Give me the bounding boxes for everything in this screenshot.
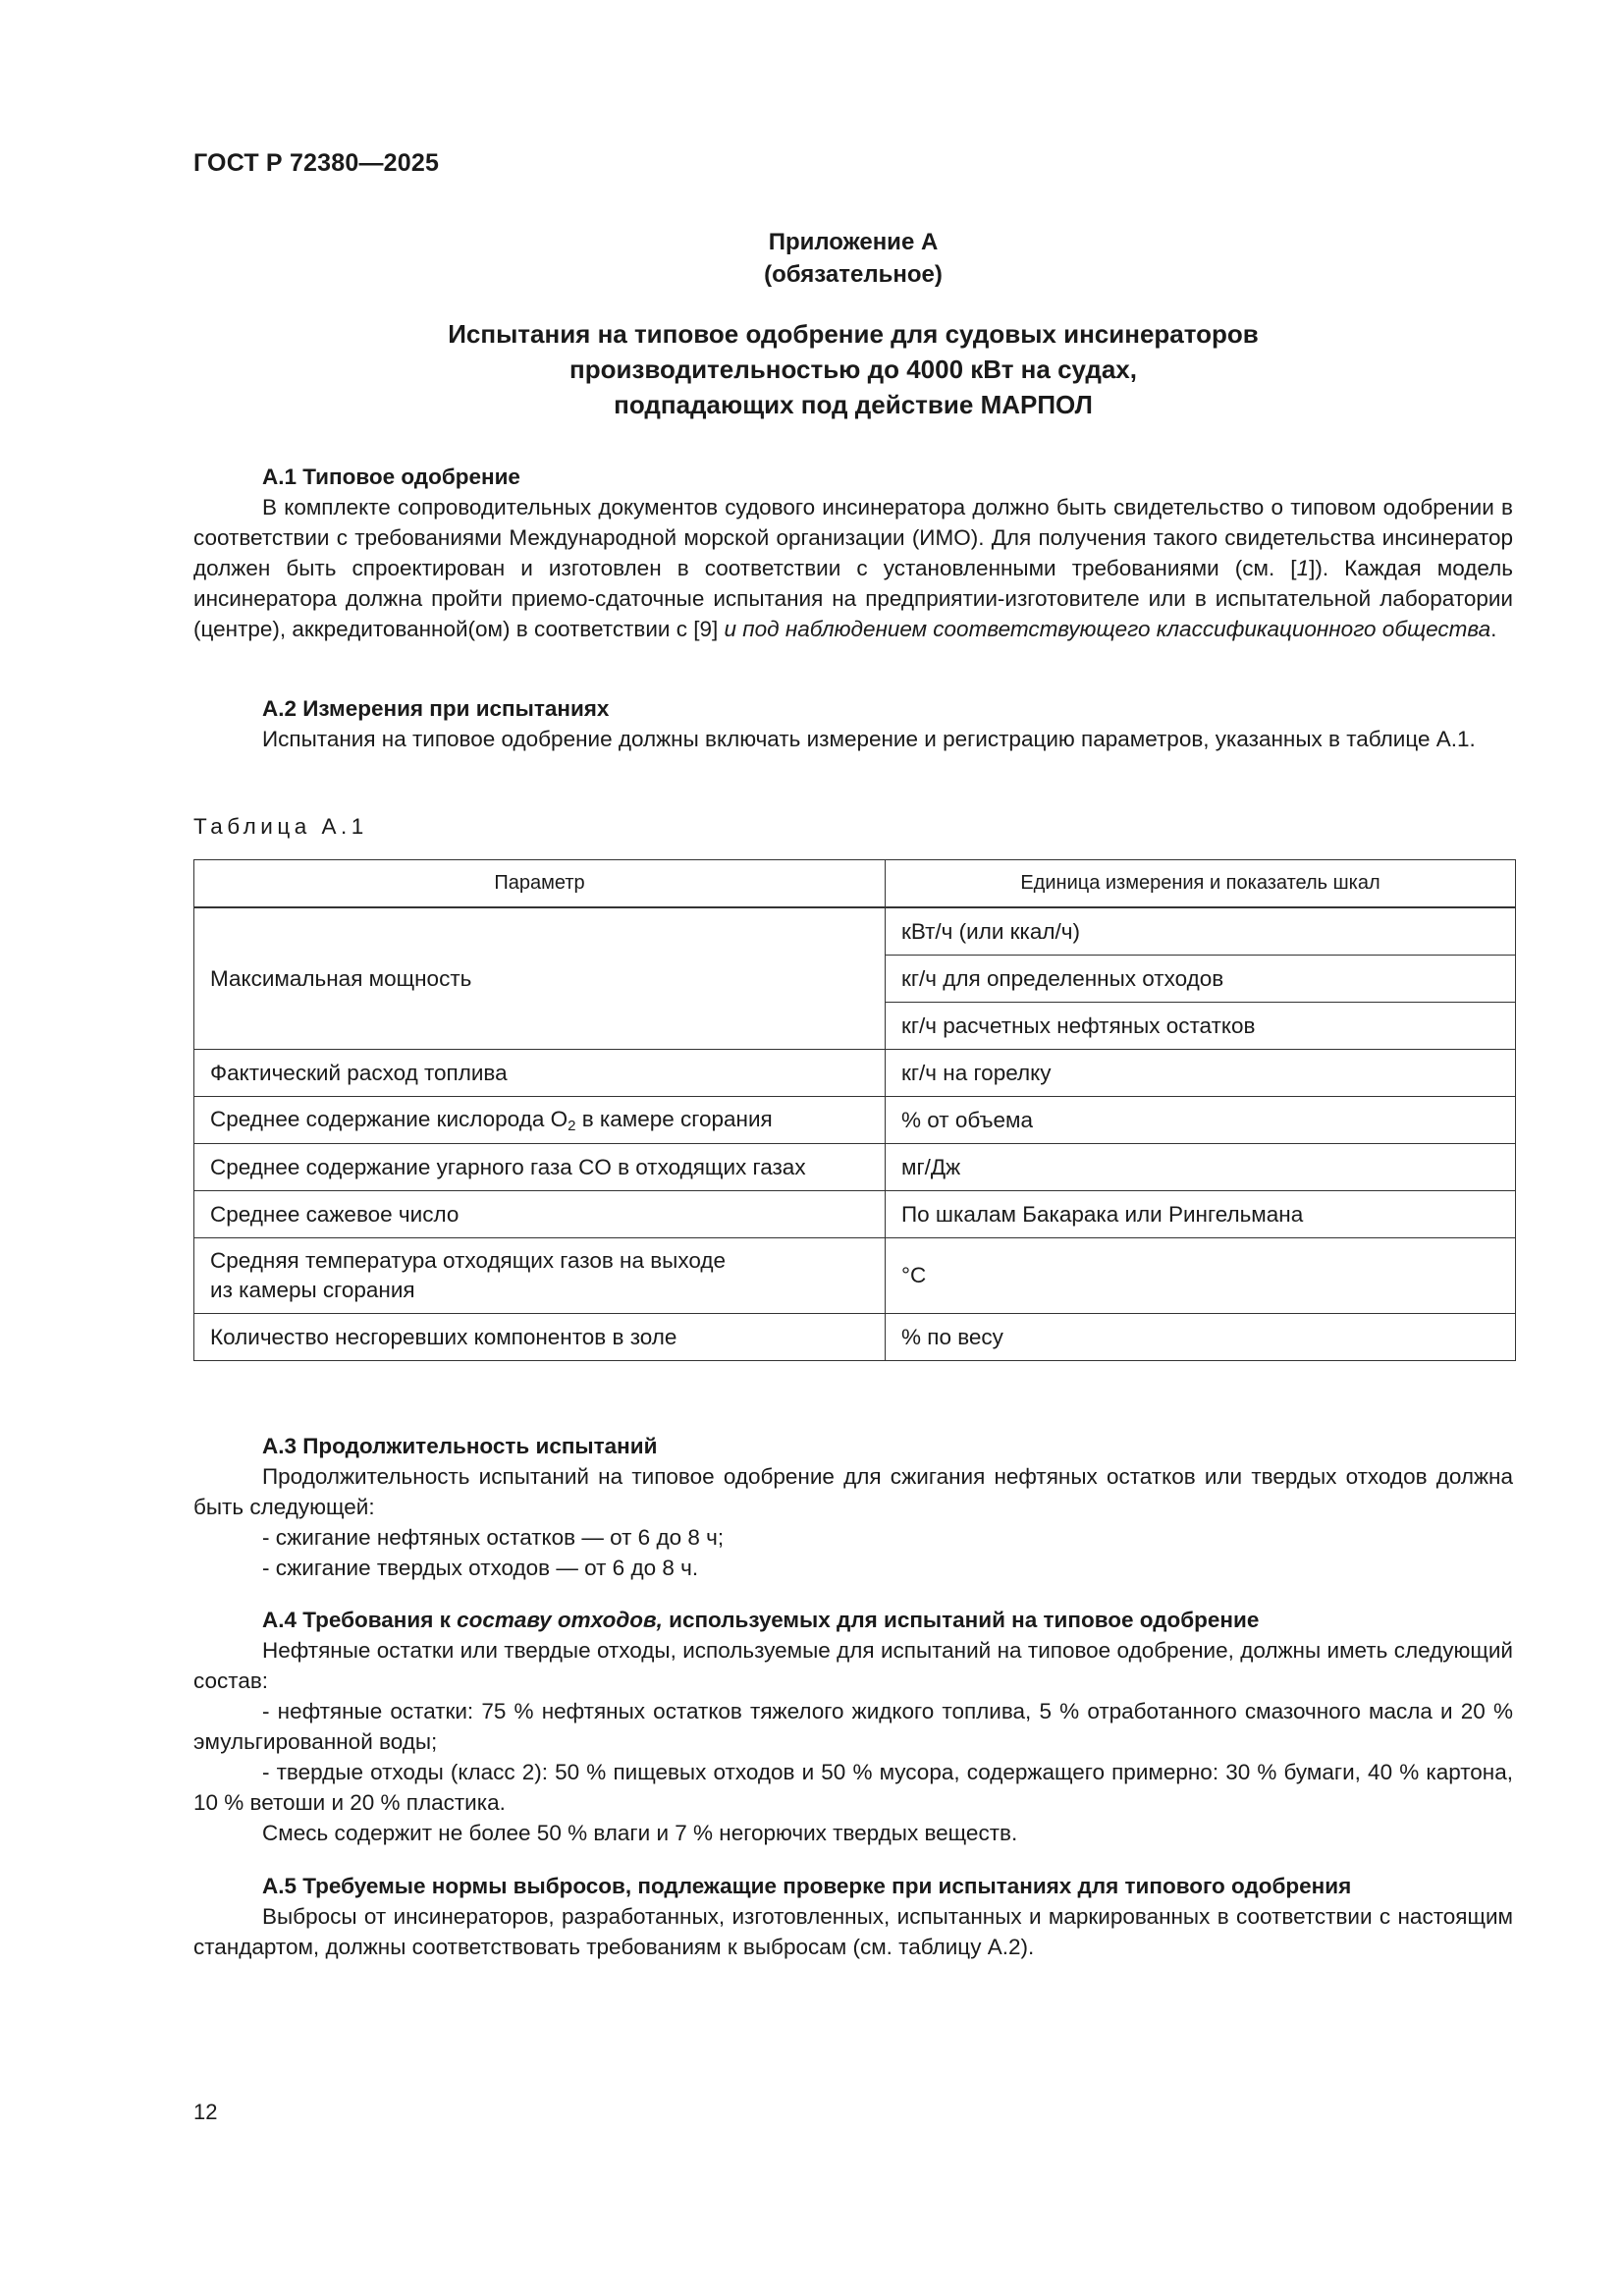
section-a4-item-1: - нефтяные остатки: 75 % нефтяных остатков тяжелого жидкого топлива, 5 % отработанного смазочного масла и 20 % эмульгированной воды; [193,1699,1513,1754]
section-a2 [193,693,1513,754]
cell-fuel: Фактический расход топлива [194,1050,886,1097]
annex-title-line-1: Испытания на типовое одобрение для судовых инсинераторов [448,319,1259,349]
annex-label: Приложение А [768,229,939,255]
annex-title-line-3: подпадающих под действие МАРПОЛ [614,390,1093,419]
section-a5-paragraph: Выбросы от инсинераторов, разработанных, изготовленных, испытанных и маркированных в соответствии с настоящим стандартом, должны соответствовать требованиям к выбросам (см. таблицу А.2). [193,1904,1513,1959]
cell-soot-unit: По шкалам Бакарака или Рингельмана [886,1191,1516,1238]
temperature-line-2: из камеры сгорания [210,1278,415,1302]
cell-temperature-unit: °C [886,1238,1516,1314]
oxygen-text-tail: в камере сгорания [575,1106,773,1131]
cell-co-unit: мг/Дж [886,1144,1516,1191]
annex-status: (обязательное) [764,261,943,288]
cell-max-power-unit-1: кВт/ч (или ккал/ч) [886,907,1516,956]
annex-title [193,316,1513,422]
section-a1-heading: А.1 Типовое одобрение [262,465,520,489]
cell-max-power-unit-2: кг/ч для определенных отходов [886,956,1516,1003]
table-caption: Таблица А.1 [193,814,368,839]
section-a3-item-1: - сжигание нефтяных остатков — от 6 до 8 ч; [262,1525,725,1550]
cell-oxygen-unit: % от объема [886,1097,1516,1144]
cell-co: Среднее содержание угарного газа CO в отходящих газах [194,1144,886,1191]
annex-title-line-2: производительностью до 4000 кВт на судах, [569,355,1137,384]
section-a3-item-2: - сжигание твердых отходов — от 6 до 8 ч. [262,1556,699,1580]
parameters-table [193,859,1516,1361]
section-a3-heading: А.3 Продолжительность испытаний [262,1434,658,1458]
cell-temperature [194,1238,886,1314]
section-a1-paragraph [193,492,1513,644]
a1-text-part: В комплекте сопроводительных документов судового инсинератора должно быть свидетельство о типовом одобрении в соответствии с требованиями Международной морской организации (ИМО). Для получения такого свидетельства инсинератор должен быть спроектирован и изготовлен в соответствии с установленными требованиями (см. [ [193,495,1513,580]
cell-soot: Среднее сажевое число [194,1191,886,1238]
a4-heading-italic: составу отходов, [457,1608,663,1632]
section-a5 [193,1871,1513,1962]
cell-ash: Количество несгоревших компонентов в золе [194,1314,886,1361]
reference-1: 1 [1296,556,1310,580]
a4-heading-tail: используемых для испытаний на типовое одобрение [662,1608,1260,1632]
cell-max-power-unit-3: кг/ч расчетных нефтяных остатков [886,1003,1516,1050]
cell-oxygen [194,1097,886,1144]
standard-code: ГОСТ Р 72380—2025 [193,149,440,177]
table-row [194,1050,1516,1097]
a1-text-part: ] [711,617,725,641]
section-a2-paragraph: Испытания на типовое одобрение должны включать измерение и регистрацию параметров, указанных в таблице А.1. [262,727,1476,751]
cell-max-power: Максимальная мощность [194,907,886,1050]
table-row [194,1097,1516,1144]
section-a4-note: Смесь содержит не более 50 % влаги и 7 % негорючих твердых веществ. [262,1821,1018,1845]
table-header-row [194,860,1516,908]
section-a2-heading: А.2 Измерения при испытаниях [262,696,610,721]
reference-9: 9 [699,617,712,641]
table-row [194,1238,1516,1314]
section-a3-paragraph: Продолжительность испытаний на типовое одобрение для сжигания нефтяных остатков или твердых отходов должна быть следующей: [193,1464,1513,1519]
temperature-line-1: Средняя температура отходящих газов на выходе [210,1248,727,1273]
section-a4-paragraph: Нефтяные остатки или твердые отходы, используемые для испытаний на типовое одобрение, должны иметь следующий состав: [193,1638,1513,1693]
table-row [194,907,1516,956]
oxygen-text: Среднее содержание кислорода O [210,1106,568,1131]
a1-text-end: . [1490,617,1497,641]
section-a1 [193,462,1513,644]
section-a4 [193,1605,1513,1848]
table-row [194,1191,1516,1238]
header-unit: Единица измерения и показатель шкал [886,860,1516,908]
page-number: 12 [193,2100,218,2124]
cell-ash-unit: % по весу [886,1314,1516,1361]
section-a5-heading: А.5 Требуемые нормы выбросов, подлежащие проверке при испытаниях для типового одобрения [262,1874,1352,1898]
table-row [194,1314,1516,1361]
section-a3 [193,1431,1513,1583]
a1-text-part: ]). Каждая модель инсинератора должна пройти приемо-сдаточные испытания на предприятии-изготовителе или в испытательной лаборатории (центре), аккредитованной(ом) в соответствии с [ [193,556,1514,641]
oxygen-subscript: 2 [568,1117,576,1134]
cell-fuel-unit: кг/ч на горелку [886,1050,1516,1097]
header-parameter: Параметр [194,860,886,908]
a4-heading-text: А.4 Требования к [262,1608,458,1632]
a1-italic-text: и под наблюдением соответствующего классификационного общества [724,617,1491,641]
annex-heading [193,226,1513,291]
section-a4-heading [193,1605,1513,1635]
section-a4-item-2: - твердые отходы (класс 2): 50 % пищевых отходов и 50 % мусора, содержащего примерно: 30 % бумаги, 40 % картона, 10 % ветоши и 20 % пластика. [193,1760,1513,1815]
table-row [194,1144,1516,1191]
